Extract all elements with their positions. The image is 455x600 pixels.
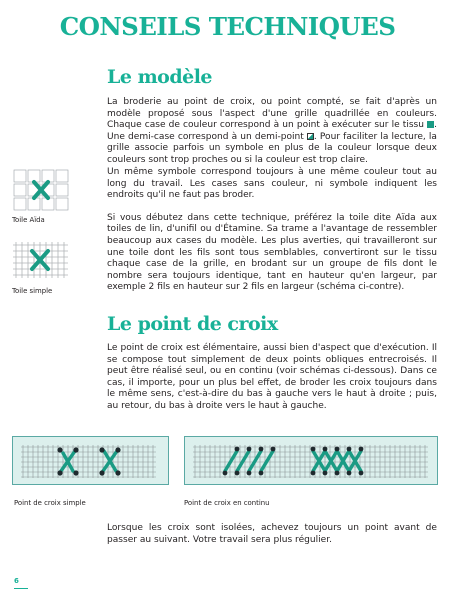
paragraph: Un même symbole correspond toujours à une même couleur tout au long du travail. Les cases sans couleur, ni symbole indiquent les endroits qu'il ne faut pas broder. bbox=[107, 166, 437, 201]
half-square-icon bbox=[307, 133, 314, 140]
caption-croix-simple: Point de croix simple bbox=[14, 499, 86, 507]
paragraph: Si vous débutez dans cette technique, préférez la toile dite Aïda aux toiles de lin, d'unifil ou d'Étamine. Sa trame a l'avantage de ressembler beaucoup aux cases du modèle. Les plus averties, qui travailleront sur une toile dont les fils sont tous semblables, convertiront sur le tissu chaque case de la grille, en brodant sur un groupe de fils dont le nombre sera toujours identique, tant en hauteur qu'en largeur, par exemple 2 fils en hauteur sur 2 fils en largeur (schéma ci-contre). bbox=[107, 212, 437, 293]
paragraph bbox=[107, 97, 437, 167]
section-modele-text bbox=[107, 97, 437, 294]
caption-simple: Toile simple bbox=[12, 287, 53, 295]
page-number: 6 bbox=[14, 577, 19, 585]
figure-point-simple bbox=[12, 436, 169, 485]
section-heading-modele: Le modèle bbox=[107, 66, 213, 88]
section-point-closing-text: Lorsque les croix sont isolées, achevez toujours un point avant de passer au suivant. Votre travail sera plus régulier. bbox=[107, 523, 437, 545]
section-point-text: Le point de croix est élémentaire, aussi bien d'aspect que d'exécution. Il se compose tout simplement de deux points obliques entrecroisés. Il peut être réalisé seul, ou en continu (voir schémas ci-dessous). Dans ce cas, il importe, pour un plus bel effet, de broder les croix toujours dans le même sens, c'est-à-dire du bas à gauche vers le haut à droite ; puis, au retour, du bas à droite vers le haut à gauche. bbox=[107, 343, 437, 411]
caption-croix-continu: Point de croix en continu bbox=[184, 499, 270, 507]
paragraph-part: . Une demi-case correspond à un demi-point bbox=[107, 120, 437, 142]
page-title: CONSEILS TECHNIQUES bbox=[59, 12, 396, 41]
paragraph-part: La broderie au point de croix, ou point compté, se fait d'après un modèle proposé sous l'aspect d'une grille quadrillée en couleurs. Chaque case de couleur correspond à un point à exécuter sur le tissu bbox=[107, 97, 437, 131]
simple-fabric-figure bbox=[12, 240, 70, 280]
aida-fabric-figure bbox=[12, 168, 70, 212]
figure-point-continu-drawing bbox=[185, 437, 437, 484]
section-heading-point-de-croix: Le point de croix bbox=[107, 313, 278, 335]
paragraph-part: . Pour faciliter la lecture, la grille associe parfois un symbole en plus de la couleur lorsque deux couleurs sont trop proches ou si la couleur est trop claire. bbox=[107, 131, 437, 165]
caption-aida: Toile Aïda bbox=[12, 216, 45, 224]
page-number-rule bbox=[14, 588, 28, 589]
figure-point-simple-drawing bbox=[13, 437, 168, 484]
figure-point-continu bbox=[184, 436, 438, 485]
